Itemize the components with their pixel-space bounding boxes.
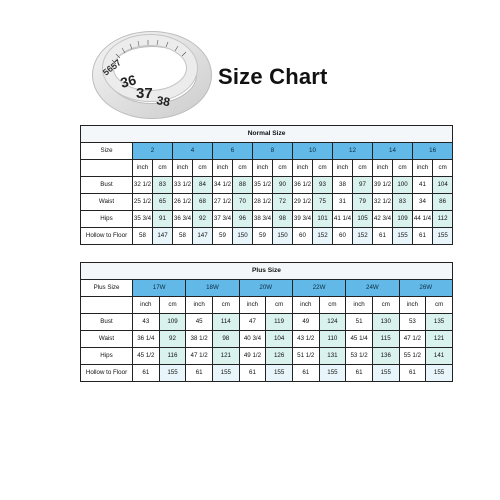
size-header-cell: 22W — [292, 280, 345, 297]
inch-value: 61 — [399, 365, 426, 382]
cm-value: 93 — [313, 177, 333, 194]
cm-value: 110 — [319, 331, 346, 348]
unit-inch: inch — [213, 160, 233, 177]
cm-value: 124 — [319, 314, 346, 331]
cm-value: 97 — [353, 177, 373, 194]
inch-value: 60 — [333, 228, 353, 245]
cm-value: 104 — [266, 331, 293, 348]
table-title-row — [81, 126, 453, 143]
cm-value: 75 — [313, 194, 333, 211]
cm-value: 150 — [233, 228, 253, 245]
size-label: Plus Size — [81, 280, 133, 297]
row-label: Hollow to Floor — [81, 365, 133, 382]
cm-value: 155 — [426, 365, 453, 382]
unit-inch: inch — [373, 160, 393, 177]
unit-blank — [81, 160, 133, 177]
size-label: Size — [81, 143, 133, 160]
cm-value: 121 — [426, 331, 453, 348]
unit-inch: inch — [293, 160, 313, 177]
cm-value: 98 — [212, 331, 239, 348]
size-header-cell: 24W — [346, 280, 399, 297]
inch-value: 38 3/4 — [253, 211, 273, 228]
cm-value: 150 — [273, 228, 293, 245]
table-row — [81, 194, 453, 211]
inch-value: 59 — [253, 228, 273, 245]
inch-value: 49 — [292, 314, 319, 331]
inch-value: 39 3/4 — [293, 211, 313, 228]
cm-value: 115 — [372, 331, 399, 348]
inch-value: 35 3/4 — [133, 211, 153, 228]
table-row — [81, 365, 453, 382]
tape-number: 56 — [100, 63, 115, 78]
cm-value: 101 — [313, 211, 333, 228]
inch-value: 32 1/2 — [373, 194, 393, 211]
cm-value: 104 — [433, 177, 453, 194]
table-title: Plus Size — [81, 263, 453, 280]
size-header-cell: 14 — [373, 143, 413, 160]
inch-value: 61 — [346, 365, 373, 382]
tape-number: 57 — [108, 57, 123, 72]
unit-row — [81, 297, 453, 314]
inch-value: 45 1/4 — [346, 331, 373, 348]
cm-value: 79 — [353, 194, 373, 211]
inch-value: 43 — [133, 314, 160, 331]
inch-value: 34 1/2 — [213, 177, 233, 194]
inch-value: 61 — [413, 228, 433, 245]
inch-value: 53 — [399, 314, 426, 331]
cm-value: 88 — [233, 177, 253, 194]
inch-value: 49 1/2 — [239, 348, 266, 365]
row-label: Hollow to Floor — [81, 228, 133, 245]
inch-value: 37 3/4 — [213, 211, 233, 228]
inch-value: 36 3/4 — [173, 211, 193, 228]
inch-value: 26 1/2 — [173, 194, 193, 211]
inch-value: 51 — [346, 314, 373, 331]
table-row — [81, 348, 453, 365]
size-header-row — [81, 143, 453, 160]
row-label: Waist — [81, 331, 133, 348]
measuring-tape-icon — [92, 20, 212, 120]
unit-inch: inch — [173, 160, 193, 177]
cm-value: 86 — [433, 194, 453, 211]
table-row — [81, 177, 453, 194]
inch-value: 31 — [333, 194, 353, 211]
inch-value: 47 1/2 — [399, 331, 426, 348]
inch-value: 53 1/2 — [346, 348, 373, 365]
row-label: Waist — [81, 194, 133, 211]
cm-value: 91 — [153, 211, 173, 228]
size-header-cell: 10 — [293, 143, 333, 160]
cm-value: 131 — [319, 348, 346, 365]
cm-value: 65 — [153, 194, 173, 211]
unit-cm: cm — [266, 297, 293, 314]
inch-value: 38 — [333, 177, 353, 194]
unit-inch: inch — [239, 297, 266, 314]
inch-value: 40 3/4 — [239, 331, 266, 348]
inch-value: 61 — [133, 365, 160, 382]
cm-value: 119 — [266, 314, 293, 331]
inch-value: 58 — [173, 228, 193, 245]
table-row — [81, 314, 453, 331]
size-header-cell: 16 — [413, 143, 453, 160]
inch-value: 45 — [186, 314, 213, 331]
cm-value: 98 — [273, 211, 293, 228]
cm-value: 152 — [353, 228, 373, 245]
size-header-cell: 8 — [253, 143, 293, 160]
table-row — [81, 228, 453, 245]
inch-value: 35 1/2 — [253, 177, 273, 194]
plus-size-table — [80, 262, 453, 382]
unit-inch: inch — [399, 297, 426, 314]
inch-value: 39 1/2 — [373, 177, 393, 194]
unit-inch: inch — [133, 160, 153, 177]
inch-value: 55 1/2 — [399, 348, 426, 365]
cm-value: 147 — [153, 228, 173, 245]
inch-value: 34 — [413, 194, 433, 211]
table-title-row — [81, 263, 453, 280]
cm-value: 135 — [426, 314, 453, 331]
unit-row — [81, 160, 453, 177]
unit-inch: inch — [346, 297, 373, 314]
cm-value: 70 — [233, 194, 253, 211]
cm-value: 92 — [193, 211, 213, 228]
row-label: Bust — [81, 314, 133, 331]
inch-value: 41 — [413, 177, 433, 194]
page-title: Size Chart — [218, 64, 328, 89]
unit-cm: cm — [393, 160, 413, 177]
cm-value: 109 — [159, 314, 186, 331]
cm-value: 147 — [193, 228, 213, 245]
inch-value: 25 1/2 — [133, 194, 153, 211]
inch-value: 47 1/2 — [186, 348, 213, 365]
unit-inch: inch — [333, 160, 353, 177]
table-row — [81, 211, 453, 228]
size-header-cell: 18W — [186, 280, 239, 297]
cm-value: 155 — [372, 365, 399, 382]
size-header-row — [81, 280, 453, 297]
unit-inch: inch — [253, 160, 273, 177]
cm-value: 155 — [159, 365, 186, 382]
unit-blank — [81, 297, 133, 314]
inch-value: 61 — [292, 365, 319, 382]
inch-value: 59 — [213, 228, 233, 245]
size-header-cell: 20W — [239, 280, 292, 297]
inch-value: 42 3/4 — [373, 211, 393, 228]
cm-value: 155 — [433, 228, 453, 245]
unit-inch: inch — [186, 297, 213, 314]
tape-number: 37 — [136, 85, 153, 102]
cm-value: 155 — [266, 365, 293, 382]
cm-value: 141 — [426, 348, 453, 365]
cm-value: 96 — [233, 211, 253, 228]
unit-cm: cm — [233, 160, 253, 177]
unit-inch: inch — [292, 297, 319, 314]
inch-value: 36 1/4 — [133, 331, 160, 348]
inch-value: 33 1/2 — [173, 177, 193, 194]
inch-value: 45 1/2 — [133, 348, 160, 365]
size-header-cell: 17W — [133, 280, 186, 297]
unit-cm: cm — [153, 160, 173, 177]
normal-size-table — [80, 125, 453, 245]
unit-cm: cm — [353, 160, 373, 177]
unit-cm: cm — [212, 297, 239, 314]
cm-value: 92 — [159, 331, 186, 348]
cm-value: 68 — [193, 194, 213, 211]
inch-value: 38 1/2 — [186, 331, 213, 348]
cm-value: 130 — [372, 314, 399, 331]
inch-value: 36 1/2 — [293, 177, 313, 194]
tape-number: 38 — [155, 93, 172, 110]
size-header-cell: 6 — [213, 143, 253, 160]
cm-value: 100 — [393, 177, 413, 194]
cm-value: 90 — [273, 177, 293, 194]
inch-value: 29 1/2 — [293, 194, 313, 211]
cm-value: 84 — [193, 177, 213, 194]
cm-value: 152 — [313, 228, 333, 245]
unit-cm: cm — [193, 160, 213, 177]
row-label: Hips — [81, 348, 133, 365]
cm-value: 83 — [393, 194, 413, 211]
cm-value: 116 — [159, 348, 186, 365]
cm-value: 126 — [266, 348, 293, 365]
size-header-cell: 2 — [133, 143, 173, 160]
unit-cm: cm — [273, 160, 293, 177]
inch-value: 32 1/2 — [133, 177, 153, 194]
cm-value: 155 — [212, 365, 239, 382]
unit-cm: cm — [372, 297, 399, 314]
inch-value: 51 1/2 — [292, 348, 319, 365]
inch-value: 27 1/2 — [213, 194, 233, 211]
cm-value: 114 — [212, 314, 239, 331]
table-row — [81, 331, 453, 348]
inch-value: 44 1/4 — [413, 211, 433, 228]
unit-inch: inch — [133, 297, 160, 314]
unit-cm: cm — [426, 297, 453, 314]
cm-value: 105 — [353, 211, 373, 228]
size-header-cell: 4 — [173, 143, 213, 160]
unit-cm: cm — [313, 160, 333, 177]
table-title: Normal Size — [81, 126, 453, 143]
inch-value: 61 — [186, 365, 213, 382]
cm-value: 136 — [372, 348, 399, 365]
cm-value: 109 — [393, 211, 413, 228]
inch-value: 28 1/2 — [253, 194, 273, 211]
unit-inch: inch — [413, 160, 433, 177]
inch-value: 61 — [239, 365, 266, 382]
inch-value: 61 — [373, 228, 393, 245]
inch-value: 43 1/2 — [292, 331, 319, 348]
cm-value: 155 — [319, 365, 346, 382]
cm-value: 112 — [433, 211, 453, 228]
row-label: Bust — [81, 177, 133, 194]
inch-value: 41 1/4 — [333, 211, 353, 228]
size-header-cell: 26W — [399, 280, 452, 297]
inch-value: 60 — [293, 228, 313, 245]
cm-value: 83 — [153, 177, 173, 194]
cm-value: 155 — [393, 228, 413, 245]
inch-value: 58 — [133, 228, 153, 245]
cm-value: 72 — [273, 194, 293, 211]
inch-value: 47 — [239, 314, 266, 331]
unit-cm: cm — [159, 297, 186, 314]
row-label: Hips — [81, 211, 133, 228]
unit-cm: cm — [433, 160, 453, 177]
unit-cm: cm — [319, 297, 346, 314]
tape-number: 36 — [118, 71, 138, 91]
cm-value: 121 — [212, 348, 239, 365]
size-header-cell: 12 — [333, 143, 373, 160]
